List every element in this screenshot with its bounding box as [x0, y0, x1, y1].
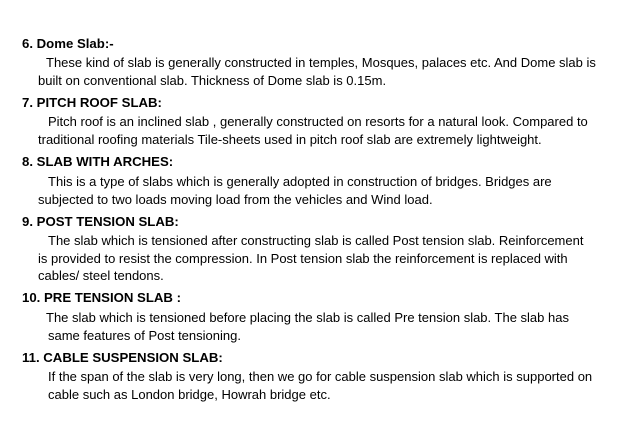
heading-dome-slab: 6. Dome Slab:-: [22, 36, 114, 51]
paragraph-dome-slab: [38, 54, 596, 89]
paragraph-pitch-roof-slab: [38, 113, 588, 148]
paragraph-line: Pitch roof is an inclined slab , generally constructed on resorts for a natural look. Compared to: [48, 114, 588, 129]
paragraph-line: This is a type of slabs which is generally adopted in construction of bridges. Bridges are: [48, 174, 552, 189]
paragraph-line: subjected to two loads moving load from the vehicles and Wind load.: [38, 191, 433, 207]
paragraph-line: These kind of slab is generally constructed in temples, Mosques, palaces etc. And Dome slab is: [46, 55, 596, 70]
paragraph-line: The slab which is tensioned after constructing slab is called Post tension slab. Reinforcement: [48, 233, 584, 248]
heading-cable-suspension-slab: 11. CABLE SUSPENSION SLAB:: [22, 350, 223, 365]
paragraph-line: cables/ steel tendons.: [38, 268, 164, 283]
paragraph-line: built on conventional slab. Thickness of Dome slab is 0.15m.: [38, 72, 387, 88]
paragraph-line: is provided to resist the compression. In Post tension slab the reinforcement is replaced with: [38, 250, 568, 266]
heading-pre-tension-slab: 10. PRE TENSION SLAB :: [22, 290, 182, 305]
paragraph-line: cable such as London bridge, Howrah bridge etc.: [48, 386, 331, 402]
paragraph-post-tension-slab: [38, 232, 583, 285]
heading-pitch-roof-slab: 7. PITCH ROOF SLAB:: [22, 95, 162, 110]
paragraph-pre-tension-slab: [38, 309, 569, 344]
paragraph-line: traditional roofing materials Tile-sheets used in pitch roof slab are extremely lightweight.: [38, 131, 542, 147]
heading-slab-with-arches: 8. SLAB WITH ARCHES:: [22, 154, 174, 169]
paragraph-cable-suspension-slab: [38, 368, 592, 403]
paragraph-slab-with-arches: [38, 173, 552, 208]
paragraph-line: If the span of the slab is very long, then we go for cable suspension slab which is supported on: [48, 369, 593, 384]
paragraph-line: The slab which is tensioned before placing the slab is called Pre tension slab. The slab has: [46, 310, 569, 325]
heading-post-tension-slab: 9. POST TENSION SLAB:: [22, 214, 179, 229]
paragraph-line: same features of Post tensioning.: [48, 327, 241, 343]
